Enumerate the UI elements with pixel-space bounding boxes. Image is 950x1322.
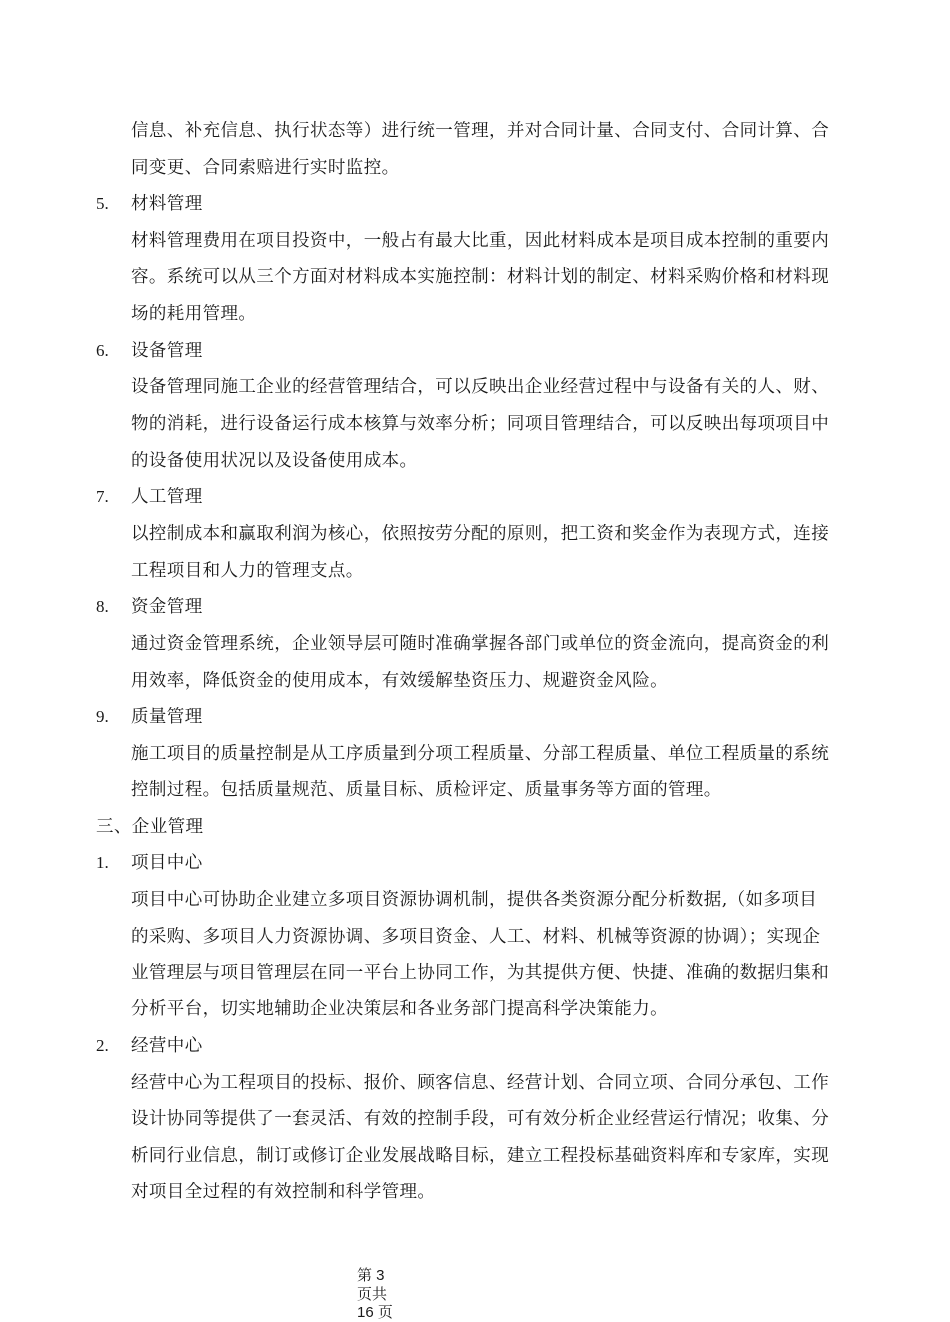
paragraph-line: 项目中心可协助企业建立多项目资源协调机制，提供各类资源分配分析数据,（如多项目: [131, 890, 818, 910]
paragraph-line: 对项目全过程的有效控制和科学管理。: [131, 1182, 436, 1202]
paragraph-line: 设计协同等提供了一套灵活、有效的控制手段，可有效分析企业经营运行情况；收集、分: [131, 1109, 830, 1129]
item-title: 人工管理: [131, 487, 203, 507]
paragraph-line: 的设备使用状况以及设备使用成本。: [131, 451, 418, 471]
paragraph-line: 材料管理费用在项目投资中，一般占有最大比重，因此材料成本是项目成本控制的重要内: [131, 231, 830, 251]
paragraph-line: 容。系统可以从三个方面对材料成本实施控制：材料计划的制定、材料采购价格和材料现: [131, 267, 830, 287]
item-number: 2.: [96, 1036, 109, 1055]
item-number: 8.: [96, 597, 109, 616]
item-number: 9.: [96, 707, 109, 726]
paragraph-line: 工程项目和人力的管理支点。: [131, 561, 364, 581]
item-title: 质量管理: [131, 707, 203, 727]
item-number: 5.: [96, 194, 109, 213]
paragraph-line: 场的耗用管理。: [131, 304, 257, 324]
paragraph-line: 施工项目的质量控制是从工序质量到分项工程质量、分部工程质量、单位工程质量的系统: [131, 744, 830, 764]
item-title: 设备管理: [131, 341, 203, 361]
paragraph-line: 经营中心为工程项目的投标、报价、顾客信息、经营计划、合同立项、合同分承包、工作: [131, 1073, 830, 1093]
page-number-line: 页共: [357, 1286, 388, 1303]
paragraph-line: 同变更、合同索赔进行实时监控。: [131, 158, 400, 178]
item-number: 6.: [96, 341, 109, 360]
item-title: 资金管理: [131, 597, 203, 617]
paragraph-line: 物的消耗，进行设备运行成本核算与效率分析；同项目管理结合，可以反映出每项项目中: [131, 414, 830, 434]
paragraph-line: 分析平台，切实地辅助企业决策层和各业务部门提高科学决策能力。: [131, 999, 668, 1019]
page-number-line: 16 页: [357, 1304, 393, 1321]
item-title: 材料管理: [131, 194, 203, 214]
paragraph-line: 设备管理同施工企业的经营管理结合，可以反映出企业经营过程中与设备有关的人、财、: [131, 377, 830, 397]
item-number: 1.: [96, 853, 109, 872]
paragraph-line: 信息、补充信息、执行状态等）进行统一管理，并对合同计量、合同支付、合同计算、合: [131, 121, 830, 141]
item-number: 7.: [96, 487, 109, 506]
paragraph-line: 通过资金管理系统，企业领导层可随时准确掌握各部门或单位的资金流向，提高资金的利: [131, 634, 830, 654]
section-heading: 三、企业管理: [96, 817, 204, 837]
paragraph-line: 控制过程。包括质量规范、质量目标、质检评定、质量事务等方面的管理。: [131, 780, 722, 800]
item-title: 项目中心: [131, 853, 203, 873]
paragraph-line: 用效率，降低资金的使用成本，有效缓解垫资压力、规避资金风险。: [131, 671, 668, 691]
paragraph-line: 以控制成本和赢取利润为核心，依照按劳分配的原则，把工资和奖金作为表现方式，连接: [131, 524, 830, 544]
page-number-line: 第 3: [357, 1267, 385, 1284]
paragraph-line: 的采购、多项目人力资源协调、多项目资金、人工、材料、机械等资源的协调）；实现企: [131, 927, 821, 947]
paragraph-line: 析同行业信息，制订或修订企业发展战略目标，建立工程投标基础资料库和专家库，实现: [131, 1146, 830, 1166]
item-title: 经营中心: [131, 1036, 203, 1056]
paragraph-line: 业管理层与项目管理层在同一平台上协同工作，为其提供方便、快捷、准确的数据归集和: [131, 963, 830, 983]
